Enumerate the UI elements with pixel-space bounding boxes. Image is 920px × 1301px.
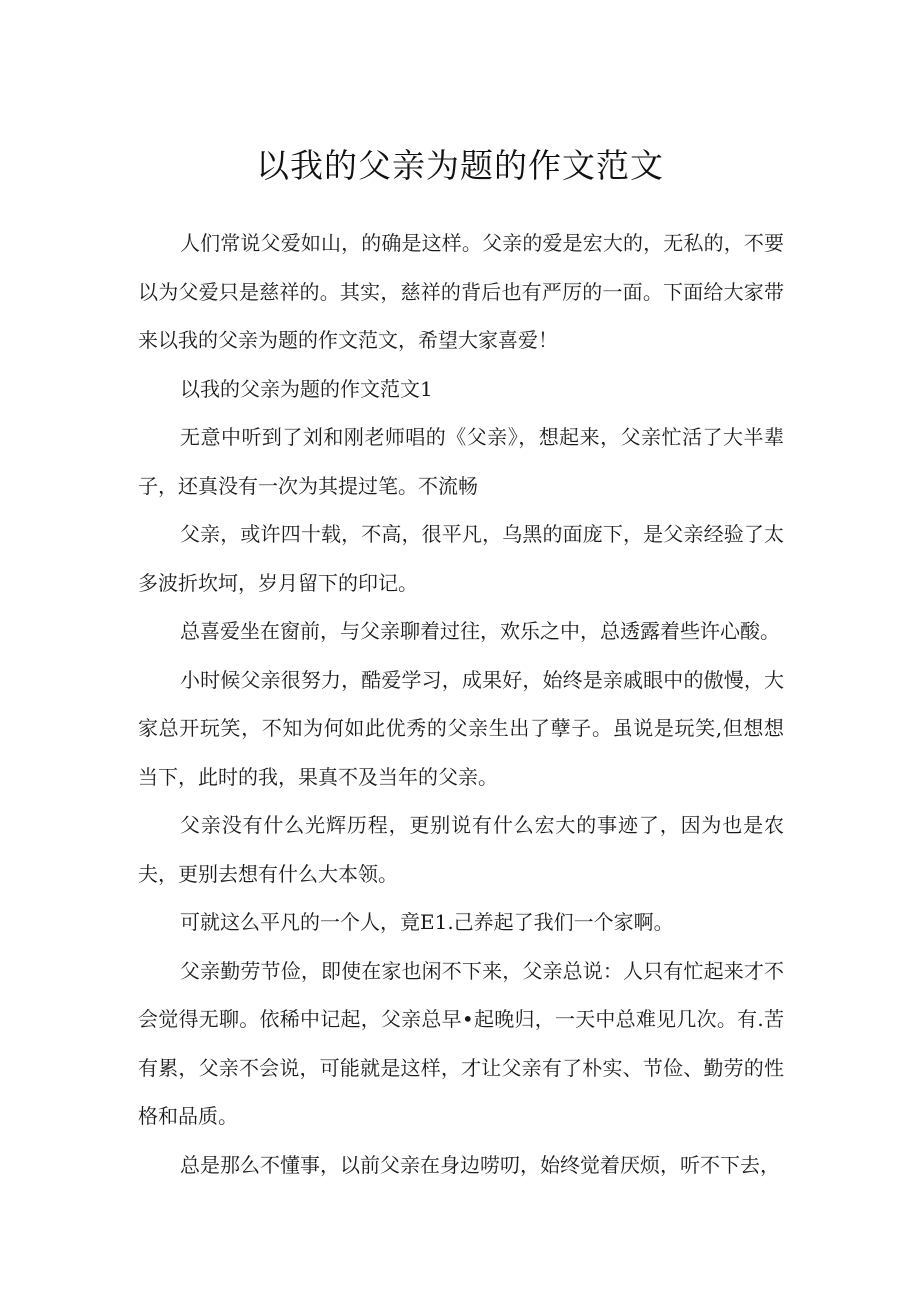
paragraph-intro: 人们常说父爱如山，的确是这样。父亲的爱是宏大的，无私的，不要以为父爱只是慈祥的。其实，慈祥的背后也有严厉的一面。下面给大家带来以我的父亲为题的作文范文，希望大家喜爱！ xyxy=(138,231,784,352)
paragraph: 总是那么不懂事，以前父亲在身边唠叨，始终觉着厌烦，听不下去， xyxy=(180,1152,780,1177)
section-heading: 以我的父亲为题的作文范文1 xyxy=(180,376,433,401)
document-title: 以我的父亲为题的作文范文 xyxy=(256,146,664,185)
paragraph: 父亲勤劳节俭，即使在家也闲不下来，父亲总说：人只有忙起来才不会觉得无聊。依稀中记起，父亲总早•起晚归，一天中总难见几次。有.苦有累，父亲不会说，可能就是这样，才让父亲有了朴实、节俭、勤劳的性格和品质。 xyxy=(138,958,784,1128)
document-body xyxy=(138,219,784,1189)
paragraph: 总喜爱坐在窗前，与父亲聊着过往，欢乐之中，总透露着些许心酸。 xyxy=(180,619,780,643)
paragraph: 无意中听到了刘和刚老师唱的《父亲》，想起来，父亲忙活了大半辈子，还真没有一次为其提过笔。不流畅 xyxy=(138,425,784,498)
paragraph: 父亲，或许四十载，不高，很平凡，乌黑的面庞下，是父亲经验了太多波折坎坷，岁月留下的印记。 xyxy=(138,522,784,595)
paragraph: 父亲没有什么光辉历程，更别说有什么宏大的事迹了，因为也是农夫，更别去想有什么大本领。 xyxy=(138,813,784,886)
paragraph: 可就这么平凡的一个人，竟E1.己养起了我们一个家啊。 xyxy=(180,910,674,934)
paragraph: 小时候父亲很努力，酷爱学习，成果好，始终是亲戚眼中的傲慢，大家总开玩笑，不知为何如此优秀的父亲生出了孽子。虽说是玩笑,但想想当下，此时的我，果真不及当年的父亲。 xyxy=(138,667,784,789)
